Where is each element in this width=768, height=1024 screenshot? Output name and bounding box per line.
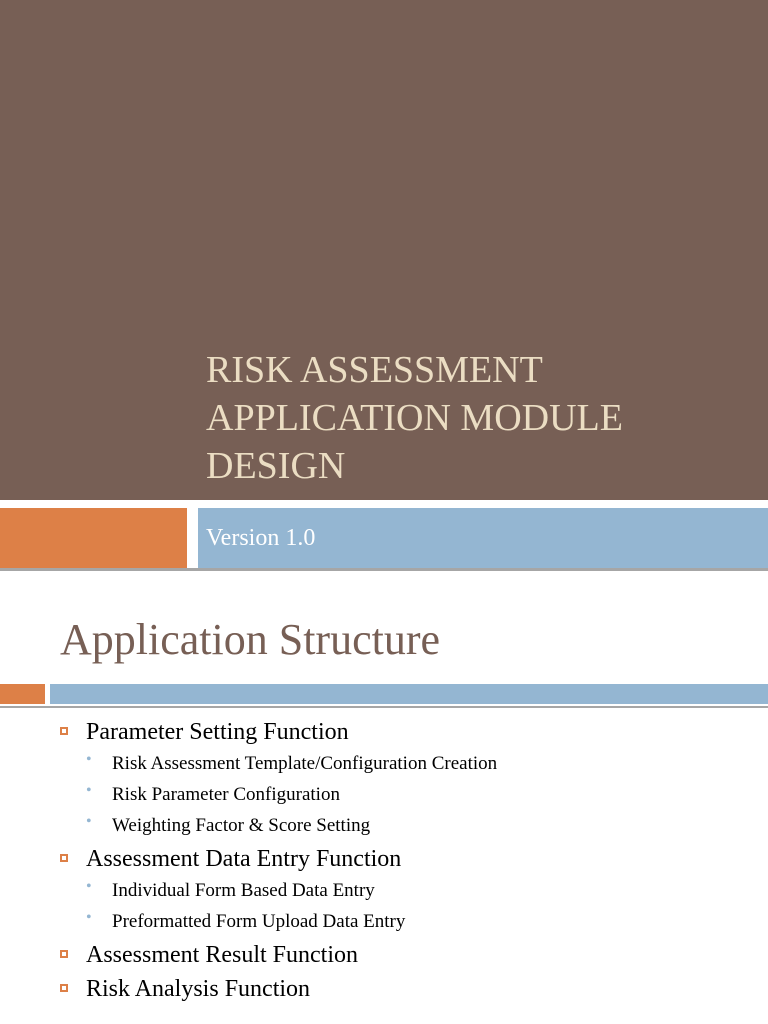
list-item <box>0 973 768 1005</box>
list-item <box>0 716 768 841</box>
bullet-level2 <box>0 906 768 937</box>
title-line: APPLICATION MODULE <box>206 397 623 439</box>
dot-icon: • <box>86 782 92 799</box>
bullet-text: Parameter Setting Function <box>86 719 349 745</box>
bullet-text: Risk Analysis Function <box>86 976 311 1002</box>
bullet-text: Preformatted Form Upload Data Entry <box>112 911 406 932</box>
bullet-level1 <box>0 973 768 1005</box>
hollow-square-icon <box>60 984 68 992</box>
bullet-list <box>0 714 768 1005</box>
dot-icon: • <box>86 909 92 926</box>
bullet-text: Risk Parameter Configuration <box>112 784 340 805</box>
bullet-level2 <box>0 779 768 810</box>
accent-bar-blue <box>50 684 768 704</box>
bullet-level2 <box>0 748 768 779</box>
bullet-text: Weighting Factor & Score Setting <box>112 815 371 836</box>
bullet-level2 <box>0 810 768 841</box>
accent-bar-orange <box>0 508 187 568</box>
hollow-square-icon <box>60 950 68 958</box>
hollow-square-icon <box>60 854 68 862</box>
list-item <box>0 843 768 937</box>
title-line: DESIGN <box>206 445 346 487</box>
bullet-text: Assessment Data Entry Function <box>86 846 402 872</box>
bullet-level1 <box>0 716 768 748</box>
bullet-text: Risk Assessment Template/Configuration Creation <box>112 753 498 774</box>
document-title <box>206 346 746 490</box>
bullet-text: Individual Form Based Data Entry <box>112 880 375 901</box>
dot-icon: • <box>86 813 92 830</box>
list-item <box>0 939 768 971</box>
dot-icon: • <box>86 878 92 895</box>
divider <box>0 568 768 571</box>
divider <box>0 706 768 708</box>
bullet-level1 <box>0 843 768 875</box>
dot-icon: • <box>86 751 92 768</box>
bullet-level1 <box>0 939 768 971</box>
title-line: RISK ASSESSMENT <box>206 349 543 391</box>
accent-bar-orange <box>0 684 45 704</box>
bullet-text: Assessment Result Function <box>86 942 359 968</box>
version-subtitle: Version 1.0 <box>206 525 316 551</box>
slide-heading: Application Structure <box>60 615 441 664</box>
bullet-level2 <box>0 875 768 906</box>
hollow-square-icon <box>60 727 68 735</box>
